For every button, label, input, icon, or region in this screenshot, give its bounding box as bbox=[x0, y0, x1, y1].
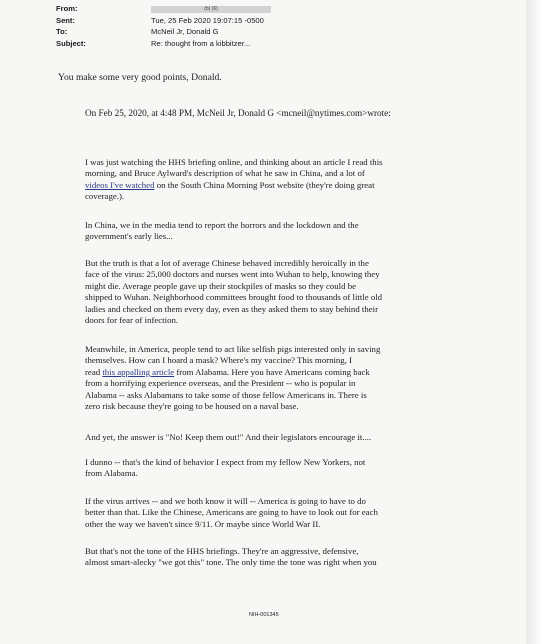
paragraph-line: doors for fear of infection. bbox=[85, 315, 179, 326]
paragraph-text: read bbox=[85, 366, 103, 377]
paragraph-line: themselves. How can I hoard a mask? Where's my vaccine? This morning, I bbox=[85, 355, 353, 366]
sent-row bbox=[56, 15, 496, 27]
from-row bbox=[56, 3, 496, 15]
paragraph-line: other the way we haven't since 9/11. Or maybe since World War II. bbox=[85, 518, 321, 529]
reply-text: You make some very good points, Donald. bbox=[58, 72, 222, 83]
paragraph-line: face of the virus: 25,000 doctors and nurses went into Wuhan to help, knowing they bbox=[85, 269, 380, 280]
paragraph-line: And yet, the answer is "No! Keep them out!" And their legislators encourage it.... bbox=[85, 432, 372, 442]
to-row bbox=[56, 26, 496, 38]
subject-value: Re: thought from a kibbitzer... bbox=[151, 38, 251, 48]
paragraph-line: In China, we in the media tend to report the horrors and the lockdown and the bbox=[85, 220, 359, 230]
paragraph-2 bbox=[85, 220, 465, 243]
paragraph-text: on the South China Morning Post website (they're doing great bbox=[154, 179, 375, 190]
redaction-box: (b) (6) bbox=[151, 6, 271, 13]
paragraph-line: might die. Average people gave up their stockpiles of masks so they could be bbox=[85, 280, 357, 291]
paragraph-line: shipped to Wuhan. Neighborhood committees brought food to thousands of little old bbox=[85, 292, 383, 303]
page-edge-shadow bbox=[526, 0, 542, 644]
paragraph-4 bbox=[85, 344, 465, 412]
to-label: To: bbox=[56, 27, 68, 36]
paragraph-3 bbox=[85, 258, 465, 326]
paragraph-8 bbox=[85, 546, 465, 569]
sent-value: Tue, 25 Feb 2020 19:07:15 -0500 bbox=[151, 15, 264, 25]
to-value: McNeil Jr, Donald G bbox=[151, 27, 219, 36]
paragraph-5 bbox=[85, 432, 465, 443]
subject-row bbox=[56, 38, 496, 50]
paragraph-line: But that's not the tone of the HHS briefings. They're an aggressive, defensive, bbox=[85, 546, 359, 556]
paragraph-7 bbox=[85, 496, 465, 530]
sent-label: Sent: bbox=[56, 15, 75, 25]
paragraph-line bbox=[85, 367, 465, 378]
paragraph-line: ladies and checked on them every day, even as they asked them to stay behind their bbox=[85, 303, 379, 314]
paragraph-1 bbox=[85, 157, 465, 203]
appalling-article-link[interactable]: this appalling article bbox=[102, 366, 175, 377]
videos-link[interactable]: videos I've watched bbox=[85, 179, 155, 190]
paragraph-line: morning, and Bruce Aylward's description of what he saw in China, and a lot of bbox=[85, 168, 365, 179]
paragraph-line: better than that. Like the Chinese, Americans are going to have to look out for each bbox=[85, 507, 378, 518]
paragraph-line: Alabama -- asks Alabamans to take some of those fellow Americans in. There is bbox=[85, 389, 367, 400]
paragraph-line: almost smart-alecky "we got this" tone. The only time the tone was right when you bbox=[85, 557, 377, 568]
paragraph-line: If the virus arrives -- and we both know it will -- America is going to have to do bbox=[85, 496, 366, 506]
paragraph-line: But the truth is that a lot of average Chinese behaved incredibly heroically in the bbox=[85, 258, 369, 268]
paragraph-line: zero risk because they're going to be housed on a naval base. bbox=[85, 401, 299, 412]
paragraph-text: from Alabama. Here you have Americans coming back bbox=[174, 366, 370, 377]
paragraph-line: from Alabama. bbox=[85, 468, 138, 479]
paragraph-line: from a horrifying experience overseas, and the President -- who is popular in bbox=[85, 378, 356, 389]
paragraph-line: government's early lies... bbox=[85, 231, 173, 242]
paragraph-line: coverage.). bbox=[85, 191, 125, 202]
paragraph-6 bbox=[85, 457, 465, 480]
from-label: From: bbox=[56, 4, 78, 13]
paragraph-line bbox=[85, 180, 465, 191]
paragraph-line: Meanwhile, in America, people tend to act like selfish pigs interested only in saving bbox=[85, 344, 381, 354]
subject-label: Subject: bbox=[56, 38, 86, 48]
paragraph-line: I was just watching the HHS briefing online, and thinking about an article I read this bbox=[85, 157, 383, 167]
quoted-message-header: On Feb 25, 2020, at 4:48 PM, McNeil Jr, Donald G <mcneil@nytimes.com>wrote: bbox=[85, 108, 391, 118]
bates-number: NIH-001345 bbox=[249, 612, 279, 618]
email-header bbox=[56, 3, 496, 49]
paragraph-line: I dunno -- that's the kind of behavior I expect from my fellow New Yorkers, not bbox=[85, 457, 366, 467]
